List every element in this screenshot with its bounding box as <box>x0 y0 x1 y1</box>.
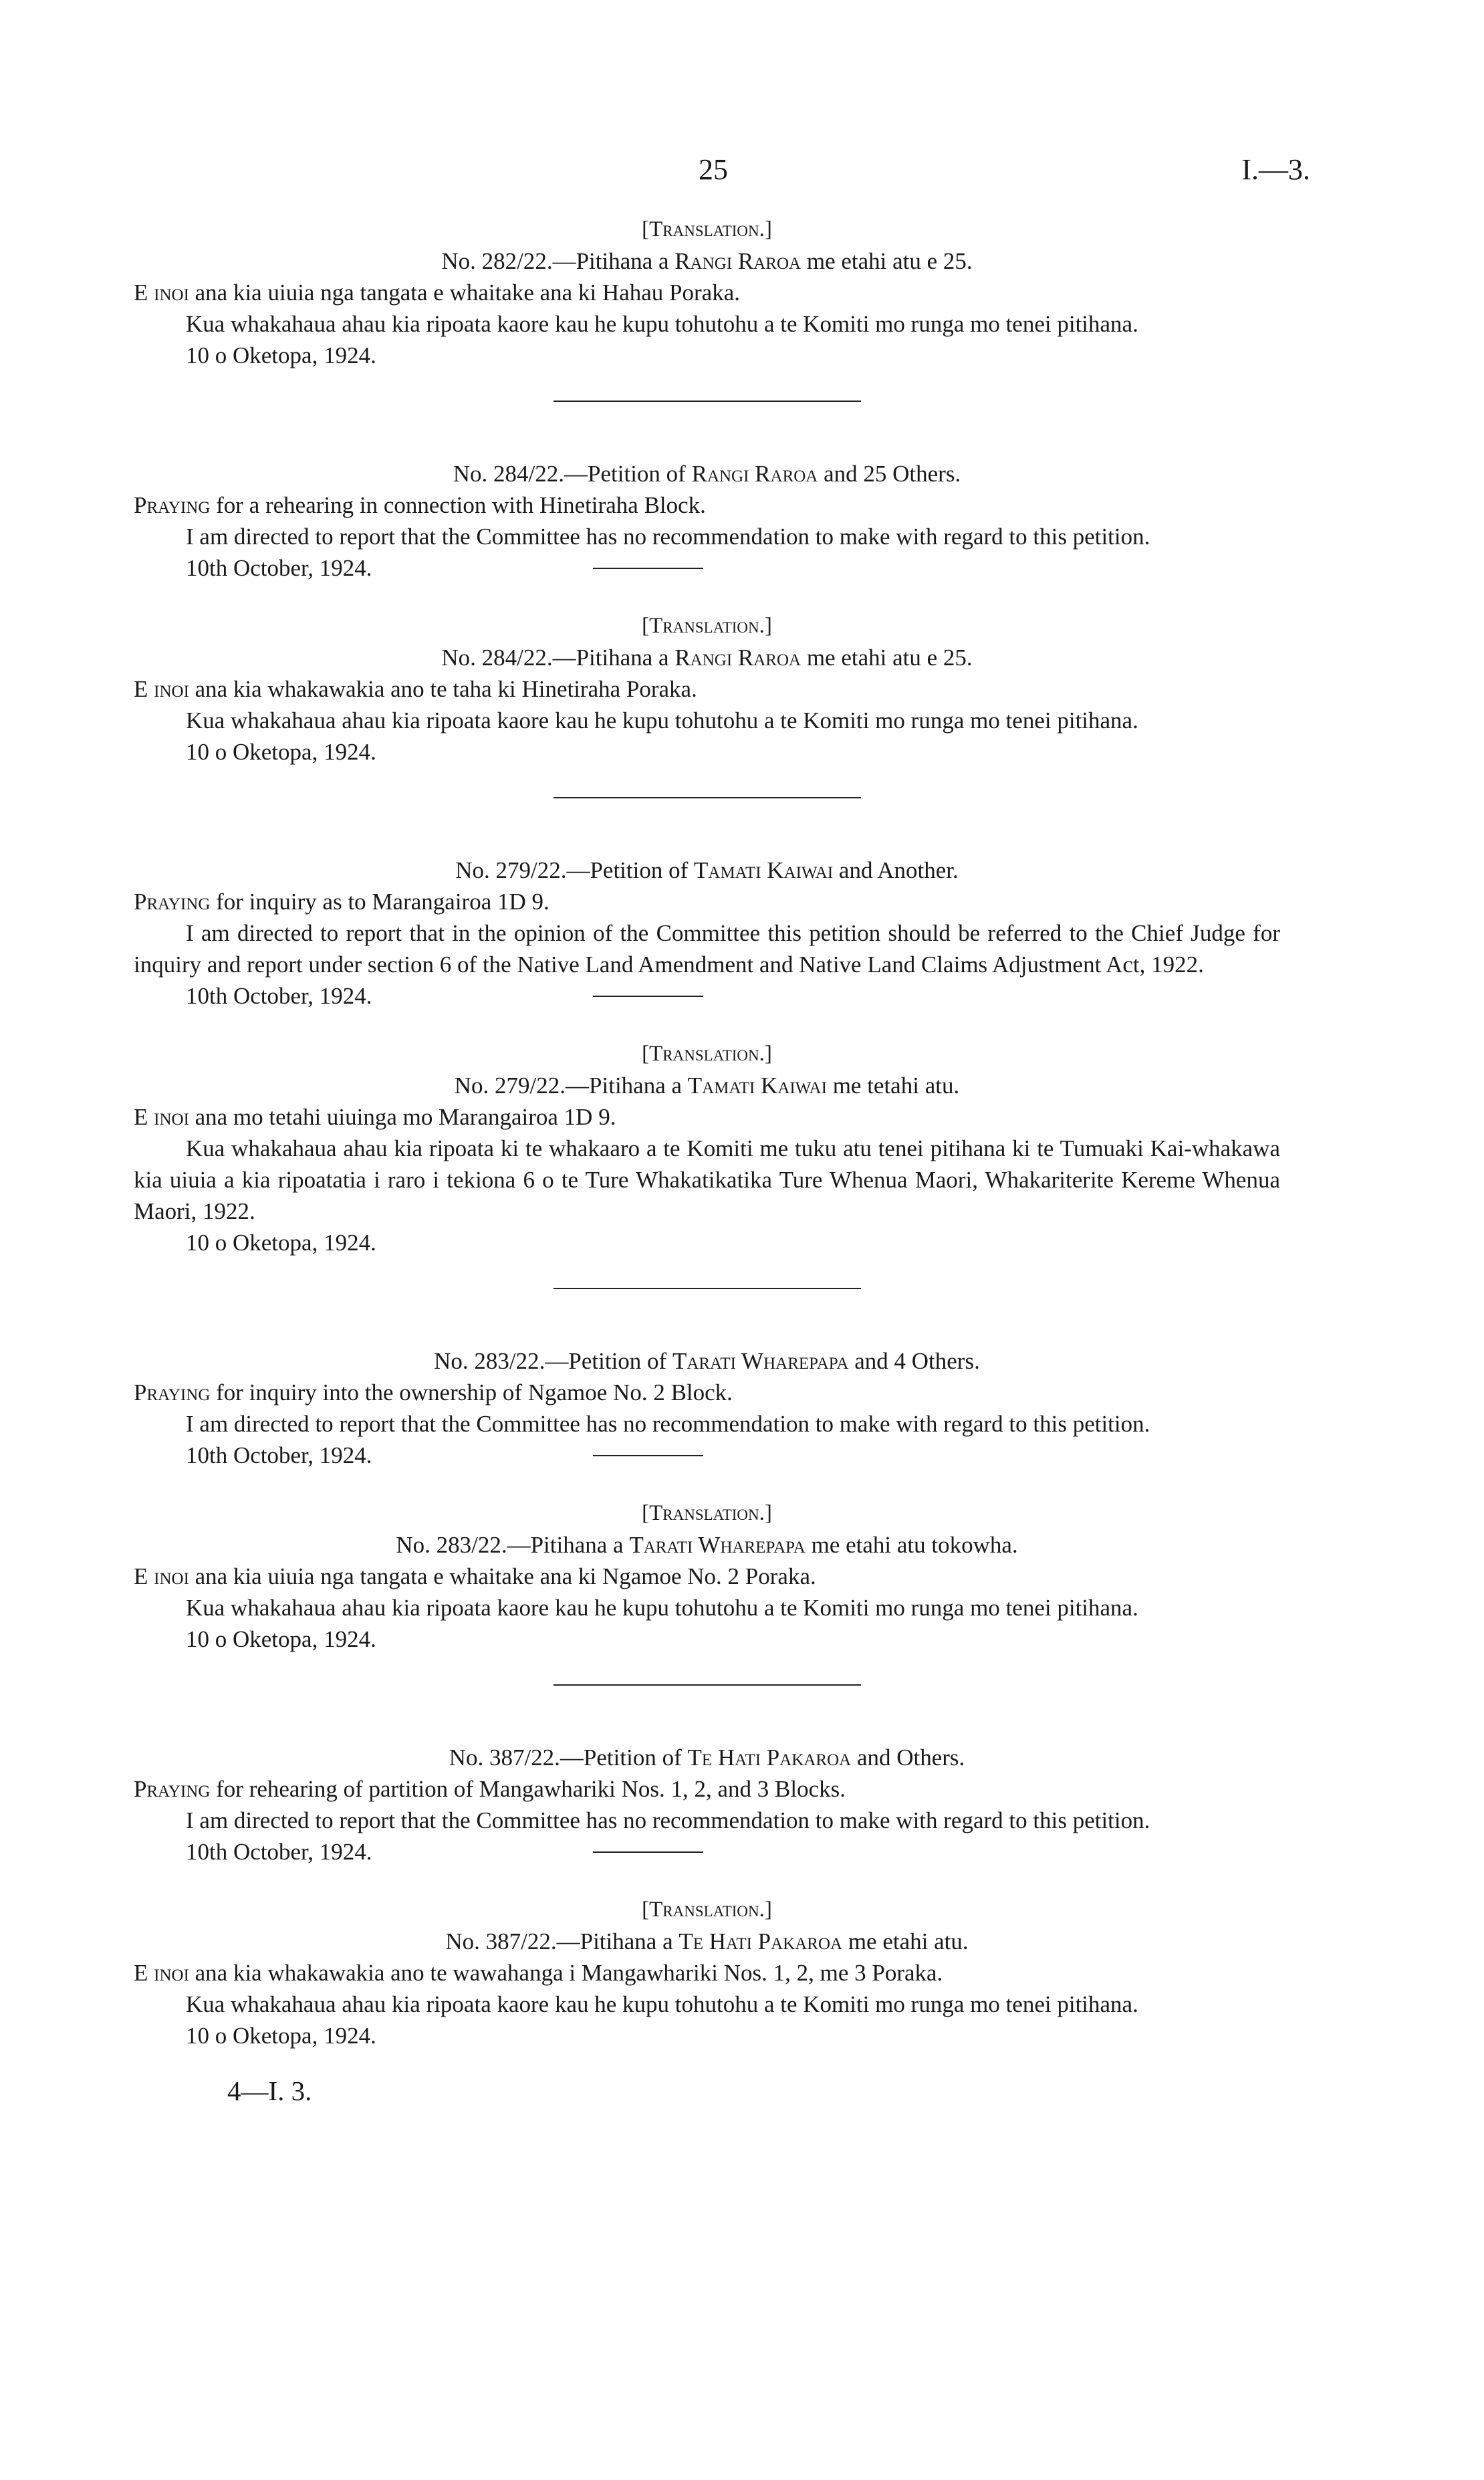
report-date <box>134 736 1280 768</box>
title-suffix: and 4 Others. <box>848 1348 980 1374</box>
petition-title <box>134 1345 1280 1377</box>
report-line: I am directed to report that the Committee has no recommendation to make with regard to this petition. <box>186 524 1150 550</box>
title-prefix: —Petition of <box>566 857 695 883</box>
report-line: Kua whakahaua ahau kia ripoata ki te whakaaro a te Komiti me tuku atu tenei pitihana ki te Tumuaki Kai-whakawa kia uiuia a kia ripoatatia i raro i tekiona 6 o te Ture Whakatikatika Ture Whenua Maori, Whakariterite Kereme Whenua Maori, 1922. <box>134 1135 1280 1224</box>
prayer-line <box>134 1101 1280 1133</box>
prayer-text: ana kia whakawakia ano te taha ki Hinetiraha Poraka. <box>189 676 697 702</box>
english-block <box>134 1345 1280 1471</box>
prayer-lead: E inoi <box>134 279 189 306</box>
prayer-text: ana kia uiuia nga tangata e whaitake ana ki Ngamoe No. 2 Poraka. <box>189 1563 816 1589</box>
report-line: Kua whakahaua ahau kia ripoata kaore kau he kupu tohutohu a te Komiti mo runga mo tenei pitihana. <box>186 1991 1138 2017</box>
title-prefix: —Pitihana a <box>556 1928 679 1954</box>
page-header <box>0 152 1484 193</box>
prayer-lead: E inoi <box>134 1563 189 1589</box>
prayer-text: for a rehearing in connection with Hinetiraha Block. <box>210 492 706 518</box>
title-suffix: and 25 Others. <box>818 461 961 487</box>
date-text: 10 o Oketopa, 1924. <box>186 1230 376 1256</box>
petition-title <box>134 1926 1280 1957</box>
translation-label: [Translation.] <box>642 217 772 241</box>
prayer-line <box>134 1957 1280 1989</box>
section-divider <box>553 797 861 798</box>
prayer-text: ana kia uiuia nga tangata e whaitake ana ki Hahau Poraka. <box>189 279 740 306</box>
section-divider <box>553 1288 861 1289</box>
report-date <box>134 980 1280 1012</box>
petitioner-name: Rangi Raroa <box>674 645 801 671</box>
prayer-line <box>134 1773 1280 1805</box>
translation-block <box>134 1894 1280 2051</box>
prayer-lead: Praying <box>134 1776 211 1802</box>
date-text: 10th October, 1924. <box>186 983 372 1009</box>
english-block <box>134 855 1280 1012</box>
title-prefix: —Petition of <box>564 461 692 487</box>
petition-title <box>134 642 1280 673</box>
petition-number: No. 283/22. <box>434 1348 545 1374</box>
short-divider <box>593 996 703 997</box>
translation-block <box>134 610 1280 768</box>
translation-label: [Translation.] <box>642 1501 772 1525</box>
title-suffix: me etahi atu e 25. <box>801 248 973 274</box>
translation-block <box>134 1498 1280 1655</box>
petitioner-name: Te Hati Pakaroa <box>678 1928 843 1954</box>
report-date <box>134 1440 1280 1471</box>
title-suffix: me tetahi atu. <box>826 1073 960 1099</box>
report-line: Kua whakahaua ahau kia ripoata kaore kau he kupu tohutohu a te Komiti mo runga mo tenei pitihana. <box>186 311 1138 337</box>
petition-title <box>134 458 1280 489</box>
petition-number: No. 284/22. <box>453 461 565 487</box>
date-text: 10th October, 1924. <box>186 1442 372 1468</box>
petitioner-name: Tarati Wharepapa <box>629 1532 806 1558</box>
translation-label: [Translation.] <box>642 1042 772 1066</box>
report-line: Kua whakahaua ahau kia ripoata kaore kau he kupu tohutohu a te Komiti mo runga mo tenei pitihana. <box>186 707 1138 734</box>
date-text: 10th October, 1924. <box>186 1839 372 1865</box>
report-line: I am directed to report that in the opinion of the Committee this petition should be referred to the Chief Judge for inquiry and report under section 6 of the Native Land Amendment and Native Land Claims Adjustment Act, 1922. <box>134 920 1280 978</box>
paper-reference: I.—3. <box>1241 153 1310 186</box>
petition-number: No. 279/22. <box>455 857 567 883</box>
translation-block <box>134 214 1280 371</box>
report-date <box>134 1623 1280 1655</box>
petition-283-22 <box>134 1345 1280 1655</box>
sheet-signature: 4—I. 3. <box>227 2075 312 2106</box>
prayer-text: ana mo tetahi uiuinga mo Marangairoa 1D 9. <box>189 1104 616 1130</box>
petitioner-name: Rangi Raroa <box>674 248 801 274</box>
prayer-lead: Praying <box>134 1379 211 1405</box>
title-suffix: me etahi atu e 25. <box>801 645 973 671</box>
petition-284-22 <box>134 458 1280 768</box>
petition-282-22 <box>134 214 1280 371</box>
prayer-lead: E inoi <box>134 1104 189 1130</box>
prayer-line <box>134 277 1280 308</box>
petition-number: No. 279/22. <box>454 1073 566 1099</box>
report-date <box>134 340 1280 371</box>
petition-number: No. 283/22. <box>396 1532 507 1558</box>
report-line: Kua whakahaua ahau kia ripoata kaore kau he kupu tohutohu a te Komiti mo runga mo tenei pitihana. <box>186 1595 1138 1621</box>
petition-title <box>134 1742 1280 1773</box>
petition-number: No. 282/22. <box>441 248 553 274</box>
report-date <box>134 2020 1280 2051</box>
title-suffix: and Others. <box>851 1744 965 1771</box>
short-divider <box>593 1455 703 1456</box>
report-line: I am directed to report that the Committee has no recommendation to make with regard to this petition. <box>186 1807 1150 1833</box>
prayer-text: for inquiry into the ownership of Ngamoe No. 2 Block. <box>210 1379 733 1405</box>
report-date <box>134 1836 1280 1868</box>
translation-label: [Translation.] <box>642 614 772 638</box>
prayer-lead: E inoi <box>134 676 189 702</box>
page-number: 25 <box>699 153 728 186</box>
section-divider <box>553 401 861 402</box>
petition-title <box>134 1529 1280 1561</box>
prayer-line <box>134 1561 1280 1592</box>
petitioner-name: Tarati Wharepapa <box>672 1348 849 1374</box>
prayer-lead: Praying <box>134 889 211 915</box>
date-text: 10 o Oketopa, 1924. <box>186 342 376 368</box>
prayer-lead: E inoi <box>134 1960 189 1986</box>
prayer-text: ana kia whakawakia ano te wawahanga i Mangawhariki Nos. 1, 2, me 3 Poraka. <box>189 1960 943 1986</box>
petitioner-name: Rangi Raroa <box>691 461 818 487</box>
title-prefix: —Pitihana a <box>552 645 675 671</box>
date-text: 10th October, 1924. <box>186 555 372 581</box>
petitioner-name: Tamati Kaiwai <box>694 857 834 883</box>
petition-title <box>134 245 1280 277</box>
title-prefix: —Pitihana a <box>507 1532 630 1558</box>
short-divider <box>593 1851 703 1853</box>
petition-title <box>134 855 1280 886</box>
prayer-line <box>134 886 1280 917</box>
prayer-line <box>134 489 1280 521</box>
prayer-text: for rehearing of partition of Mangawhariki Nos. 1, 2, and 3 Blocks. <box>210 1776 846 1802</box>
petition-title <box>134 1070 1280 1101</box>
translation-block <box>134 1038 1280 1258</box>
petition-number: No. 387/22. <box>445 1928 557 1954</box>
petition-387-22 <box>134 1742 1280 2051</box>
petition-number: No. 387/22. <box>449 1744 560 1771</box>
date-text: 10 o Oketopa, 1924. <box>186 739 376 765</box>
document-body <box>134 214 1280 2107</box>
petition-279-22 <box>134 855 1280 1258</box>
title-prefix: —Petition of <box>560 1744 688 1771</box>
english-block <box>134 1742 1280 1868</box>
prayer-line <box>134 1377 1280 1408</box>
title-suffix: and Another. <box>833 857 959 883</box>
date-text: 10 o Oketopa, 1924. <box>186 1626 376 1652</box>
prayer-line <box>134 673 1280 705</box>
short-divider <box>593 568 703 569</box>
title-prefix: —Pitihana a <box>552 248 675 274</box>
report-line: I am directed to report that the Committee has no recommendation to make with regard to this petition. <box>186 1411 1150 1437</box>
petitioner-name: Tamati Kaiwai <box>687 1073 827 1099</box>
prayer-text: for inquiry as to Marangairoa 1D 9. <box>210 889 549 915</box>
report-date <box>134 552 1280 584</box>
title-prefix: —Pitihana a <box>566 1073 688 1099</box>
section-divider <box>553 1684 861 1686</box>
title-prefix: —Petition of <box>545 1348 672 1374</box>
report-date <box>134 1227 1280 1258</box>
petition-number: No. 284/22. <box>441 645 553 671</box>
title-suffix: me etahi atu. <box>842 1928 969 1954</box>
title-suffix: me etahi atu tokowha. <box>805 1532 1018 1558</box>
petitioner-name: Te Hati Pakaroa <box>687 1744 852 1771</box>
date-text: 10 o Oketopa, 1924. <box>186 2023 376 2049</box>
translation-label: [Translation.] <box>642 1898 772 1922</box>
prayer-lead: Praying <box>134 492 211 518</box>
english-block <box>134 458 1280 584</box>
